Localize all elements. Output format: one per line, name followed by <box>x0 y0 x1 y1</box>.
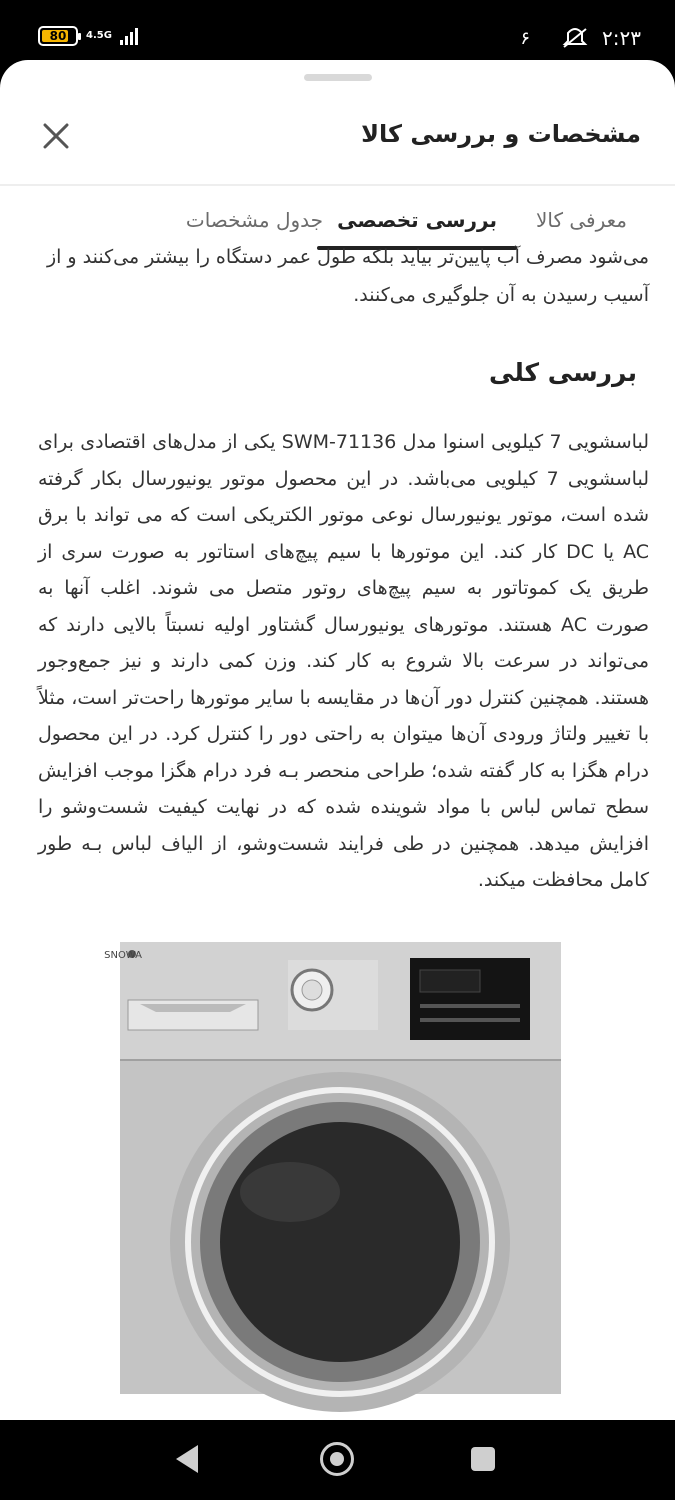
silent-alarm-icon <box>562 27 588 49</box>
product-image <box>104 942 561 1394</box>
navigation-bar <box>0 1420 675 1500</box>
status-left <box>38 26 138 46</box>
sheet-header <box>0 100 675 186</box>
bottom-sheet <box>0 60 675 1420</box>
clock: ۲:۲۳ <box>602 26 641 50</box>
close-icon[interactable] <box>40 120 72 152</box>
review-content[interactable] <box>0 246 675 1420</box>
network-type: 4.5G <box>86 30 112 41</box>
sheet-title: مشخصات و بررسی کالا <box>361 120 641 148</box>
drag-handle[interactable] <box>304 74 372 81</box>
brand-logo: SNOWA <box>104 950 142 961</box>
tab-product-intro[interactable]: معرفی کالا <box>535 208 627 232</box>
previous-paragraph: می‌شود مصرف آب پایین‌تر بیاید بلکه طول عمر دستگاه را بیشتر می‌کنند و از آسیب رسیدن به آن جلوگیری می‌کنند. <box>46 246 649 306</box>
battery-icon <box>38 26 78 46</box>
home-icon[interactable] <box>320 1442 354 1476</box>
notification-count: ۶ <box>520 27 531 49</box>
signal-icon <box>120 27 138 45</box>
washing-machine-illustration <box>104 942 561 1394</box>
status-right <box>520 26 641 50</box>
recent-apps-icon[interactable] <box>471 1447 495 1471</box>
back-icon[interactable] <box>176 1445 198 1473</box>
tab-expert-review[interactable]: بررسی تخصصی <box>337 208 497 232</box>
section-title: بررسی کلی <box>489 358 637 387</box>
review-paragraph: لباسشویی 7 کیلویی اسنوا مدل SWM-71136 یکی از مدل‌های اقتصادی برای لباسشویی 7 کیلویی می‌باشد. در این محصول موتور یونیورسال بکار گرفته شده است، موتور یونیورسال نوعی موتور الکتریکی است که می تواند با برق AC یا DC کار کند. این موتورها با سیم پیچ‌های استاتور به صورت سری از طریق یک کموتاتور به سیم پیچ‌های روتور متصل می شوند. اغلب آنها به صورت AC هستند. موتورهای یونیورسال گشتاور اولیه نسبتاً بالایی دارند که می‌تواند در سرعت بالا شروع به کار کند. وزن کمی دارند و نیز جمع‌وجور هستند. همچنین کنترل دور آن‌ها در مقایسه با سایر موتورها راحت‌تر است، مثلاً با تغییر ولتاژ ورودی آن‌ها میتوان به راحتی دور را کنترل کرد. در این محصول درام هگزا به کار گفته شده؛ طراحی منحصر بـه فرد درام هگزا موجب افزایش سطح تماس لباس با مواد شوینده شده که در نهایت کیفیت شست‌وشو را افزایش میدهد. همچنین در طی فرایند شست‌وشو، از الیاف لباس بـه طور کامل محافظت میکند. <box>38 431 650 891</box>
battery-level: 80 <box>49 29 67 43</box>
tab-specifications[interactable]: جدول مشخصات <box>185 208 323 232</box>
